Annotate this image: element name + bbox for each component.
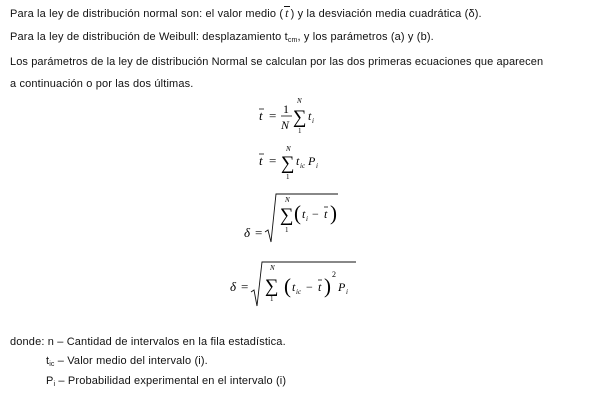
- f2-lhs: t: [259, 153, 263, 168]
- f4-exponent: 2: [332, 270, 336, 279]
- f3-minus: −: [312, 207, 319, 221]
- f3-eq: =: [255, 225, 263, 240]
- line1-text-a: Para la ley de distribución normal son: el valor medio (: [10, 8, 284, 20]
- tic-description: – Valor medio del intervalo (i).: [54, 355, 208, 367]
- f1-term-sub: i: [312, 117, 314, 125]
- f1-sum-bot: 1: [298, 127, 302, 135]
- line2-text-b: , y los parámetros (a) y (b).: [297, 31, 434, 43]
- pi-symbol: P: [46, 375, 54, 387]
- f2-t2-sub: i: [316, 162, 318, 170]
- f2-t2: P: [308, 154, 316, 168]
- f4-sigma-icon: ∑: [265, 276, 279, 297]
- tcm-subscript: cm: [287, 37, 298, 44]
- f1-sum-top: N: [297, 97, 302, 105]
- definition-tic: [46, 355, 208, 367]
- definition-pi: [46, 375, 286, 387]
- f4-p: P: [338, 280, 346, 294]
- f3-sum-top: N: [285, 196, 290, 204]
- f4-t2: t: [318, 280, 322, 294]
- tic-symbol: t: [46, 355, 50, 367]
- f4-sum-bot: 1: [270, 295, 274, 303]
- f3-lparen: (: [294, 201, 301, 225]
- t-bar-symbol: t: [285, 6, 289, 20]
- f3-t2: t: [324, 207, 328, 221]
- formula-delta-2: [222, 256, 372, 312]
- f4-lhs: δ: [230, 279, 237, 294]
- f4-minus: −: [306, 280, 313, 294]
- f2-sum-bot: 1: [286, 173, 290, 181]
- paragraph-line-3: Los parámetros de la ley de distribución Normal se calculan por las dos primeras ecuaciones que aparecen: [10, 56, 544, 68]
- delta-symbol: δ: [468, 8, 475, 20]
- pi-subscript: i: [53, 381, 56, 388]
- f3-sigma-icon: ∑: [280, 205, 294, 226]
- f1-num: 1: [283, 102, 289, 116]
- formula-mean-2: [250, 141, 360, 187]
- definition-n: donde: n – Cantidad de intervalos en la fila estadística.: [10, 336, 286, 348]
- f3-t1-sub: i: [306, 215, 308, 223]
- pi-description: – Probabilidad experimental en el intervalo (i): [55, 375, 287, 387]
- f2-t1: t: [296, 154, 300, 168]
- f1-term: t: [308, 109, 312, 123]
- f3-t1: t: [302, 207, 306, 221]
- tic-subscript: ic: [49, 361, 55, 368]
- formula-mean-1: [250, 94, 360, 140]
- f2-sum-top: N: [286, 145, 291, 153]
- f1-den: N: [281, 118, 290, 132]
- f4-t1: t: [292, 280, 296, 294]
- f4-eq: =: [241, 279, 249, 294]
- paragraph-line-4: a continuación o por las dos últimas.: [10, 78, 194, 90]
- f3-rparen: ): [330, 201, 337, 225]
- f1-sigma-icon: ∑: [293, 107, 307, 128]
- f2-eq: =: [269, 153, 277, 168]
- f3-lhs: δ: [244, 225, 251, 240]
- f1-eq: =: [269, 108, 277, 123]
- line1-text-c: ).: [474, 8, 482, 20]
- f1-lhs: t: [259, 108, 263, 123]
- f2-sigma-icon: ∑: [281, 153, 295, 174]
- f3-sum-bot: 1: [285, 226, 289, 234]
- formula-delta-1: [236, 188, 356, 246]
- f2-t1-sub: ic: [300, 162, 306, 170]
- line2-text-a: Para la ley de distribución de Weibull: desplazamiento t: [10, 31, 288, 43]
- f4-rparen: ): [324, 274, 331, 298]
- f4-p-sub: i: [346, 288, 348, 296]
- paragraph-line-1: [10, 6, 482, 21]
- f4-t1-sub: ic: [296, 288, 302, 296]
- line1-text-b: ) y la desviación media cuadrática (: [290, 8, 469, 20]
- f4-sum-top: N: [270, 264, 275, 272]
- paragraph-line-2: [10, 31, 434, 43]
- f4-lparen: (: [284, 274, 291, 298]
